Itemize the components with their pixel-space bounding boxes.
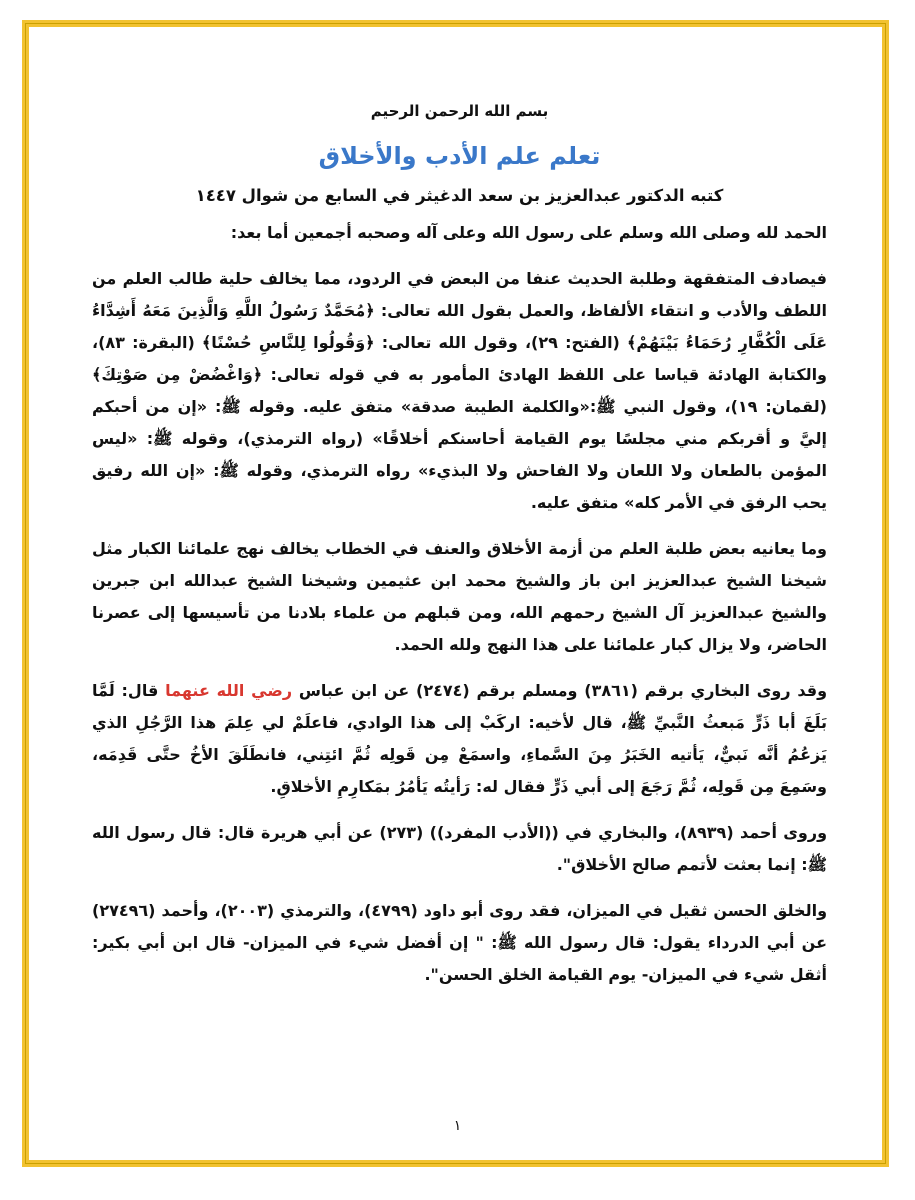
honorific-red: رضي الله عنهما: [165, 681, 293, 700]
document-title: تعلم علم الأدب والأخلاق: [318, 142, 601, 170]
intro-paragraph: الحمد لله وصلى الله وسلم على رسول الله وعلى آله وصحبه أجمعين أما بعد:: [230, 223, 827, 242]
paragraph-1: فيصادف المتفقهة وطلبة الحديث عنفا من البعض في الردود، مما يخالف حلية طالب العلم من اللطف والأدب و انتقاء الألفاظ، والعمل بقول الله تعالى: ﴿مُحَمَّدٌ رَسُولُ اللَّهِ وَالَّذِينَ مَعَهُ أَشِدَّاءُ عَلَى الْكُفَّارِ رُحَمَاءُ بَيْنَهُمْ﴾ (الفتح: ٢٩)، وقول الله تعالى: ﴿وَقُولُوا لِلنَّاسِ حُسْنًا﴾ (البقرة: ٨٣)، والكتابة الهادئة قياسا على اللفظ الهادئ المأمور به في قوله تعالى: ﴿وَاغْضُضْ مِن صَوْتِكَ﴾ (لقمان: ١٩)، وقول النبي ﷺ:«والكلمة الطيبة صدقة» متفق عليه. وقوله ﷺ: «إن من أحبكم إليَّ و أقربكم مني مجلسًا يوم القيامة أحاسنكم أخلاقًا» (رواه الترمذي)، وقوله ﷺ: «ليس المؤمن بالطعان ولا اللعان ولا الفاحش ولا البذيء» رواه الترمذي، وقوله ﷺ: «إن الله رفيق يحب الرفق في الأمر كله» متفق عليه.: [92, 269, 827, 512]
author-byline: كتبه الدكتور عبدالعزيز بن سعد الدغيثر في السابع من شوال ١٤٤٧: [195, 186, 724, 205]
paragraph-5: والخلق الحسن ثقيل في الميزان، فقد روى أبو داود (٤٧٩٩)، والترمذي (٢٠٠٣)، وأحمد (٢٧٤٩٦) عن أبي الدرداء يقول: قال رسول الله ﷺ: " إن أفضل شيء في الميزان- قال ابن أبي بكير: أثقل شيء في الميزان- يوم القيامة الخلق الحسن".: [92, 901, 828, 984]
page-number: ١: [453, 1118, 462, 1134]
basmala: بسم الله الرحمن الرحيم: [370, 102, 549, 120]
paragraph-2: وما يعانيه بعض طلبة العلم من أزمة الأخلاق والعنف في الخطاب يخالف نهج علمائنا الكبار مثل شيخنا الشيخ عبدالعزيز ابن باز والشيخ محمد ابن عثيمين وشيخنا الشيخ عبدالله ابن جبرين والشيخ عبدالعزيز آل الشيخ رحمهم الله، ومن قبلهم من علماء بلادنا من تأسيسها إلى عصرنا الحاضر، ولا يزال كبار علمائنا على هذا النهج ولله الحمد.: [92, 539, 827, 654]
paragraph-3-end: قال: لَمَّا بَلَغَ أبا ذَرٍّ مَبعثُ النَّبيِّ ﷺ، قال لأخيه: اركَبْ إلى هذا الوادي، فاعلَمْ لي عِلمَ هذا الرَّجُلِ الذي يَزعُمُ أنَّه نَبيٌّ، يَأتيه الخَبَرُ مِنَ السَّماءِ، واسمَعْ مِن قَولِه ثُمَّ ائتِني، فانطَلَقَ الأخُ حتَّى قَدِمَه، وسَمِعَ مِن قَولِه، ثُمَّ رَجَعَ إلى أبي ذَرٍّ فقال له: رَأيتُه يَأمُرُ بمَكارِمِ الأخلاقِ.: [92, 681, 827, 796]
paragraph-3: [92, 675, 827, 803]
paragraph-4: وروى أحمد (٨٩٣٩)، والبخاري في ((الأدب المفرد)) (٢٧٣) عن أبي هريرة قال: قال رسول الله ﷺ: إنما بعثت لأتمم صالح الأخلاق".: [92, 823, 828, 874]
paragraph-3-start: وقد روى البخاري برقم (٣٨٦١) ومسلم برقم (٢٤٧٤) عن ابن عباس: [292, 681, 828, 700]
document-body: [92, 92, 827, 991]
